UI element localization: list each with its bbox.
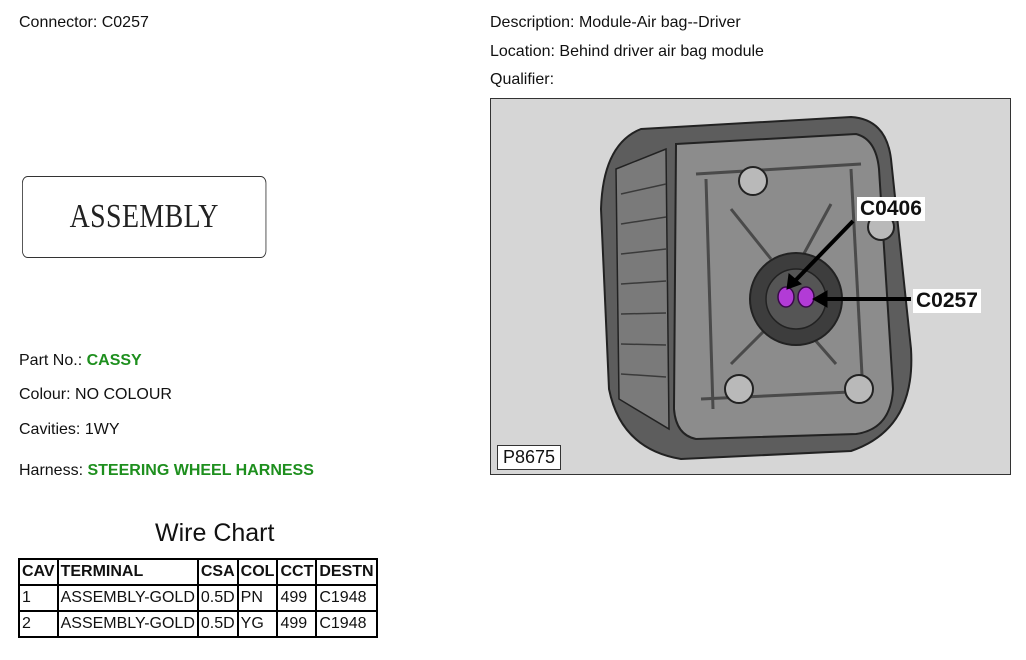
header-csa: CSA [198, 559, 238, 585]
part-no-label: Part No.: [19, 352, 83, 369]
qualifier-line [490, 71, 554, 89]
colour-label: Colour: [19, 386, 71, 403]
cavities-line [19, 421, 119, 439]
header-col: COL [238, 559, 278, 585]
cell-col: YG [238, 611, 278, 637]
header-terminal: TERMINAL [58, 559, 198, 585]
connector-c0257-shape [798, 287, 814, 307]
cell-terminal: ASSEMBLY-GOLD [58, 611, 198, 637]
part-no-line [19, 352, 142, 370]
connector-c0406-shape [778, 287, 794, 307]
description-line [490, 14, 741, 32]
location-figure [490, 98, 1011, 475]
cell-cct: 499 [277, 611, 316, 637]
cell-cav: 2 [19, 611, 58, 637]
cell-csa: 0.5D [198, 611, 238, 637]
location-line [490, 43, 764, 61]
connector-image-text: ASSEMBLY [69, 198, 219, 235]
table-row [19, 585, 377, 611]
callout-c0406: C0406 [857, 197, 925, 221]
colour-line [19, 386, 172, 404]
header-cct: CCT [277, 559, 316, 585]
cell-cav: 1 [19, 585, 58, 611]
location-label: Location: [490, 43, 555, 60]
connector-line [19, 14, 149, 32]
harness-line [19, 462, 314, 480]
harness-value[interactable]: STEERING WHEEL HARNESS [87, 462, 314, 479]
cell-cct: 499 [277, 585, 316, 611]
cell-destn[interactable]: C1948 [316, 585, 376, 611]
wire-chart-title: Wire Chart [155, 519, 275, 547]
header-cav: CAV [19, 559, 58, 585]
connector-label: Connector: [19, 14, 98, 31]
cell-destn[interactable]: C1948 [316, 611, 376, 637]
header-destn: DESTN [316, 559, 376, 585]
cavities-value: 1WY [84, 421, 120, 438]
description-label: Description: [490, 14, 575, 31]
wire-chart-table [18, 558, 378, 638]
location-value: Behind driver air bag module [559, 43, 764, 60]
cavities-label: Cavities: [19, 421, 81, 438]
table-row [19, 611, 377, 637]
part-no-value[interactable]: CASSY [86, 352, 142, 369]
description-value: Module-Air bag--Driver [578, 14, 741, 31]
colour-value: NO COLOUR [75, 386, 172, 403]
qualifier-label: Qualifier: [490, 71, 555, 88]
cell-csa: 0.5D [198, 585, 238, 611]
connector-value: C0257 [101, 14, 149, 31]
cell-terminal: ASSEMBLY-GOLD [58, 585, 198, 611]
airbag-module-illustration [491, 99, 1011, 475]
figure-id-label: P8675 [497, 445, 561, 470]
harness-label: Harness: [19, 462, 84, 479]
connector-face-image [22, 176, 266, 258]
cell-col: PN [238, 585, 278, 611]
callout-c0257: C0257 [913, 289, 981, 313]
wire-chart-header-row [19, 559, 377, 585]
